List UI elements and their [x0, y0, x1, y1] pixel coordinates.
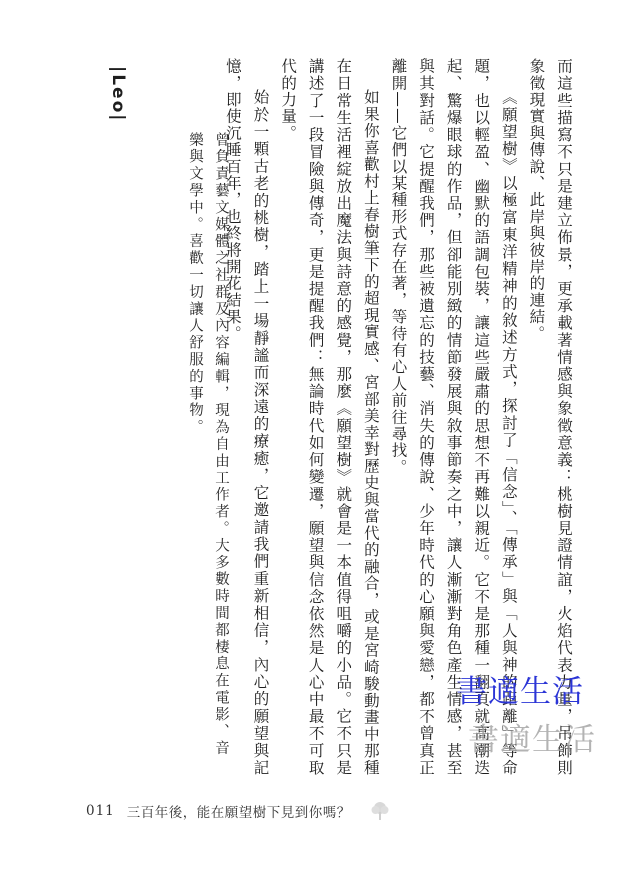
- running-head: 三百年後，能在願望樹下見到你嗎？: [126, 805, 351, 821]
- watermark-primary: 書適生活: [456, 674, 584, 710]
- author-name-rule-bottom: |: [108, 114, 128, 123]
- page-number: 011: [86, 803, 115, 819]
- watermark-secondary: 書適生活: [468, 722, 596, 758]
- body-paragraph-4: 始於一顆古老的桃樹，踏上一場靜謐而深遠的療癒，它邀請我們重新相信，內心的願望與記憶，即使沉睡百年，也終將開花結果。: [223, 58, 270, 776]
- body-paragraph-3: 如果你喜歡村上春樹筆下的超現實感、宮部美幸對歷史與當代的融合，或是宮崎駿動畫中那種在日常生活裡綻放出魔法與詩意的感覺，那麼《願望樹》就會是一本值得咀嚼的小品。它不只是講述了一段冒險與傳奇，更是提醒我們：無論時代如何變遷，願望與信念依然是人心中最不可取代的力量。: [279, 58, 380, 776]
- author-name-rule-top: |: [108, 66, 128, 75]
- author-name: Leo: [108, 74, 128, 115]
- body-paragraph-1: 而這些描寫不只是建立佈景，更承載著情感與象徵意義：桃樹見證情誼，火焰代表力量，吊飾則象徵現實與傳說、此岸與彼岸的連結。: [527, 58, 573, 776]
- tree-icon: [369, 800, 391, 822]
- author-bio-text: 曾負責藝文媒體之社群及內容編輯，現為自由工作者。大多數時間都棲息在電影、音樂與文學中。喜歡一切讓人舒服的事物。: [187, 132, 229, 758]
- author-bio: [84, 82, 234, 772]
- body-paragraph-2: 《願望樹》以極富東洋精神的敘述方式，探討了「信念」、「傳承」與「人與神的距離」等命題，也以輕盈、幽默的語調包裝，讓這些嚴肅的思想不再難以親近。它不是那種一翻頁就高潮迭起、驚爆眼球的作品，但卻能別緻的情節發展與敘事節奏之中，讓人漸漸對角色產生情感，甚至與其對話。它提醒我們，那些被遺忘的技藝、消失的傳說、少年時代的心願與愛戀，都不曾真正離開——它們以某種形式存在著，等待有心人前往尋找。: [389, 58, 518, 776]
- page-footer: [86, 800, 391, 822]
